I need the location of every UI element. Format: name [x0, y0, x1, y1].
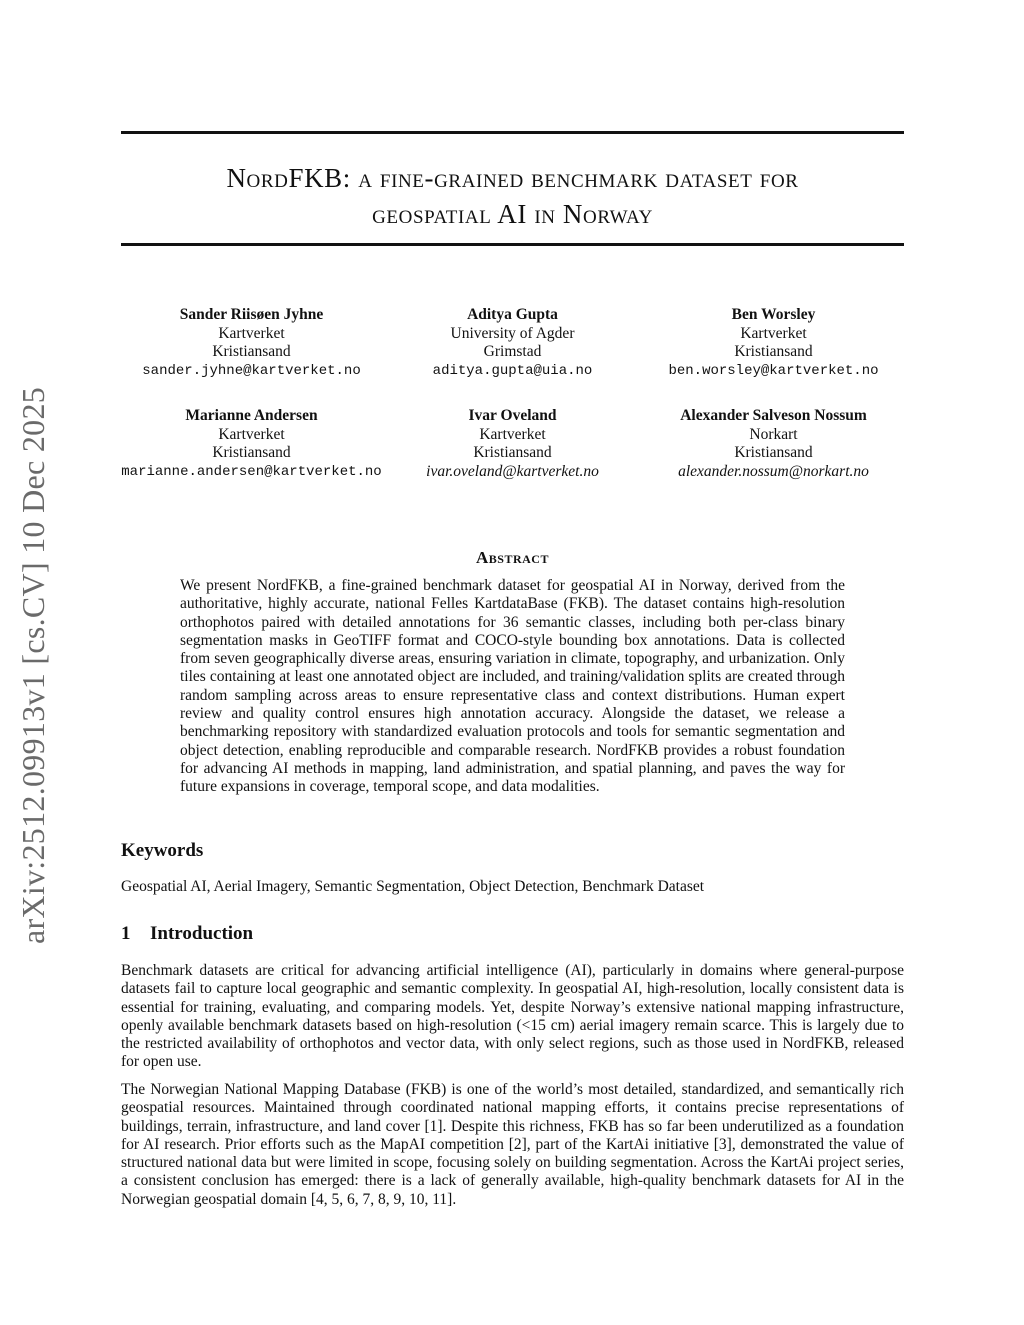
author-affiliation: Kartverket — [218, 324, 285, 342]
author-email[interactable]: ivar.oveland@kartverket.no — [426, 462, 599, 480]
author-name: Marianne Andersen — [185, 407, 318, 424]
author-row-2 — [121, 407, 904, 481]
author-email[interactable]: sander.jyhne@kartverket.no — [142, 362, 361, 379]
author-location: Kristiansand — [473, 444, 552, 461]
author-block — [382, 306, 643, 380]
title-line-1: NordFKB: a fine-grained benchmark dataset for — [226, 163, 799, 193]
author-email[interactable]: alexander.nossum@norkart.no — [678, 462, 869, 480]
paper-title — [121, 160, 904, 232]
author-affiliation: Kartverket — [479, 425, 546, 443]
intro-paragraph-2: The Norwegian National Mapping Database (FKB) is one of the world’s most detailed, standardized, and semantically rich geospatial resources. Maintained through coordinated national mapping efforts, it contains precise representations of buildings, terrain, infrastructure, and land cover [1]. Despite this richness, FKB has so far been underutilized as a foundation for AI research. Prior efforts such as the MapAI competition [2], part of the KartAi initiative [3], demonstrated the value of structured national data but were limited in scope, focusing solely on building segmentation. Across the KartAi project series, a consistent conclusion has emerged: there is a lack of generally available, high-quality benchmark datasets for AI in the Norwegian geospatial domain [4, 5, 6, 7, 8, 9, 10, 11]. — [121, 1081, 904, 1208]
author-block — [643, 407, 904, 481]
author-email[interactable]: aditya.gupta@uia.no — [432, 362, 593, 379]
intro-paragraph-1: Benchmark datasets are critical for advancing artificial intelligence (AI), particularly in domains where general-purpose datasets fail to capture local geographic and semantic complexity. In geospatial AI, high-resolution, locally consistent data is essential for training, evaluating, and comparing models. Yet, despite Norway’s extensive national mapping infrastructure, openly available benchmark datasets based on high-resolution (<15 cm) aerial imagery remain scarce. This is largely due to the restricted availability of orthophotos and vector data, with only select regions, such as those used in NordFKB, released for open use. — [121, 962, 904, 1071]
author-location: Kristiansand — [734, 343, 813, 360]
keywords-text: Geospatial AI, Aerial Imagery, Semantic Segmentation, Object Detection, Benchmark Dataset — [121, 878, 705, 895]
author-name: Sander Riisøen Jyhne — [179, 306, 324, 323]
author-block — [121, 306, 382, 380]
author-block — [643, 306, 904, 380]
abstract-text: We present NordFKB, a fine-grained benchmark dataset for geospatial AI in Norway, derived from the authoritative, highly accurate, national Felles KartdataBase (FKB). The dataset contains high-resolution orthophotos paired with detailed annotations for 36 semantic classes, including both per-class binary segmentation masks in GeoTIFF format and COCO-style bounding box annotations. Data is collected from seven geographically diverse areas, ensuring variation in climate, topography, and urbanization. Only tiles containing at least one annotated object are included, and training/validation splits are created through random sampling across areas to ensure representative class and context distributions. Human expert review and quality control ensures high annotation accuracy. Alongside the dataset, we release a benchmarking repository with standardized evaluation protocols and tools for semantic segmentation and object detection, enabling reproducible and comparable research. NordFKB provides a robust foundation for advancing AI methods in mapping, land administration, and spatial planning, and paves the way for future expansions in coverage, temporal scope, and data modalities. — [180, 577, 845, 796]
author-block — [121, 407, 382, 481]
author-affiliation: Norkart — [749, 425, 798, 443]
section-heading-introduction — [121, 923, 253, 945]
author-name: Aditya Gupta — [467, 306, 558, 323]
author-location: Kristiansand — [212, 444, 291, 461]
title-rule-top — [121, 131, 904, 134]
author-location: Grimstad — [483, 343, 542, 360]
author-row-1 — [121, 306, 904, 380]
section-number: 1 — [121, 923, 131, 944]
title-line-2: geospatial AI in Norway — [372, 199, 653, 229]
abstract-heading: Abstract — [476, 548, 549, 567]
author-email[interactable]: ben.worsley@kartverket.no — [668, 362, 879, 379]
author-block — [382, 407, 643, 481]
title-rule-bottom — [121, 243, 904, 246]
author-name: Ivar Oveland — [468, 407, 557, 424]
author-name: Alexander Salveson Nossum — [680, 407, 867, 424]
keywords-heading: Keywords — [121, 840, 204, 861]
author-location: Kristiansand — [734, 444, 813, 461]
author-location: Kristiansand — [212, 343, 291, 360]
author-email[interactable]: marianne.andersen@kartverket.no — [121, 463, 382, 480]
author-affiliation: Kartverket — [218, 425, 285, 443]
arxiv-stamp — [12, 370, 56, 960]
arxiv-identifier: arXiv:2512.09913v1 [cs.CV] 10 Dec 2025 — [15, 386, 52, 944]
section-title: Introduction — [150, 923, 254, 944]
author-name: Ben Worsley — [731, 306, 816, 323]
author-affiliation: University of Agder — [450, 324, 575, 342]
author-affiliation: Kartverket — [740, 324, 807, 342]
